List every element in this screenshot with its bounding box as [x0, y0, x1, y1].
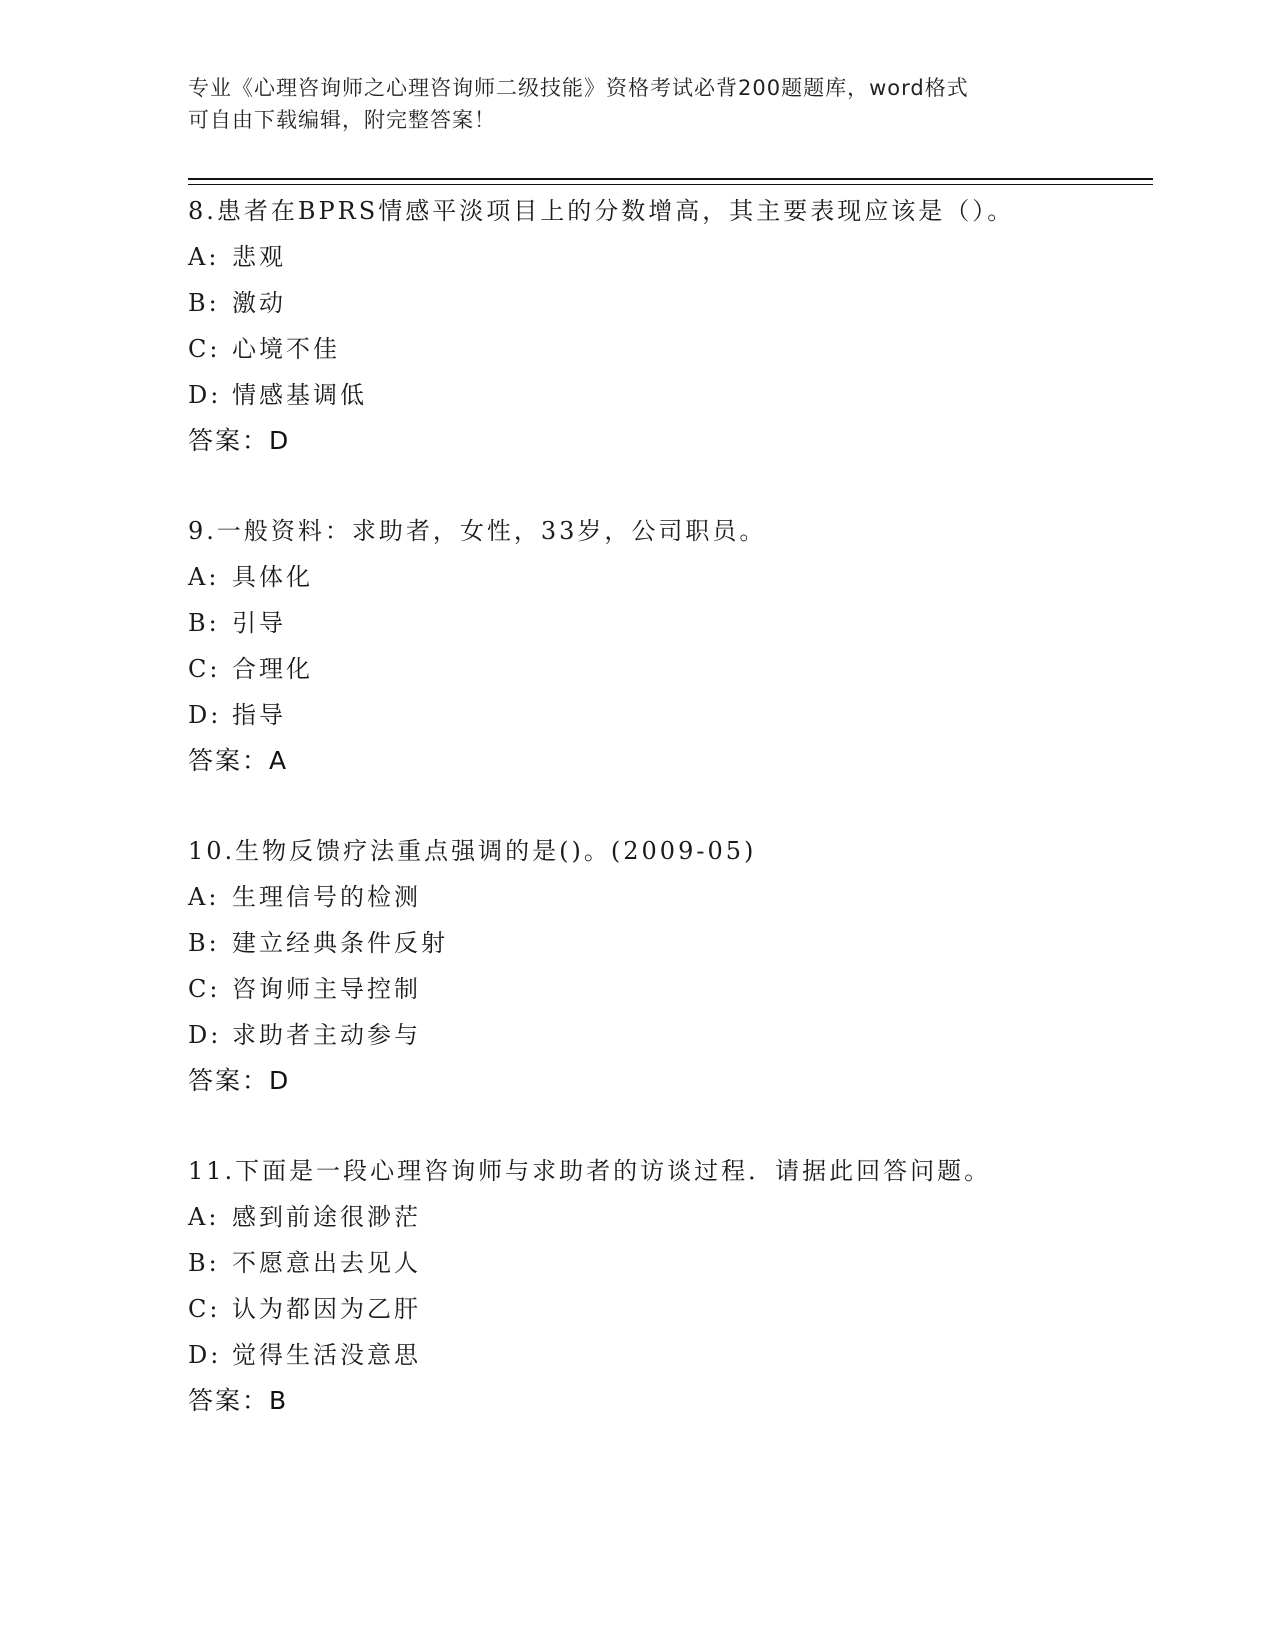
- option-text: 觉得生活没意思: [232, 1341, 421, 1369]
- answer-line: 答案：A: [188, 746, 289, 775]
- option-letter: C:: [188, 1295, 221, 1323]
- answer-line: 答案：B: [188, 1386, 289, 1415]
- option-a: [188, 234, 1153, 280]
- question-text: 10.生物反馈疗法重点强调的是()。(2009-05): [188, 837, 757, 865]
- option-letter: D:: [188, 1021, 222, 1049]
- option-a: [188, 554, 1153, 600]
- option-text: 激动: [232, 289, 286, 317]
- option-text: 感到前途很渺茫: [232, 1203, 421, 1231]
- option-letter: D:: [188, 701, 222, 729]
- question-11: [188, 1148, 1153, 1424]
- option-letter: B:: [188, 1249, 220, 1277]
- option-letter: D:: [188, 1341, 222, 1369]
- option-text: 咨询师主导控制: [232, 975, 421, 1003]
- header-line-1: 专业《心理咨询师之心理咨询师二级技能》资格考试必背200题题库，word格式: [188, 76, 969, 100]
- option-letter: D:: [188, 381, 222, 409]
- question-text: 11.下面是一段心理咨询师与求助者的访谈过程．请据此回答问题。: [188, 1157, 992, 1185]
- option-text: 不愿意出去见人: [232, 1249, 421, 1277]
- option-text: 具体化: [232, 563, 313, 591]
- option-a: [188, 1194, 1153, 1240]
- option-b: [188, 600, 1153, 646]
- option-text: 指导: [232, 701, 286, 729]
- header-divider-bottom: [188, 184, 1153, 185]
- header-divider-top: [188, 178, 1153, 180]
- option-d: [188, 1012, 1153, 1058]
- document-header: [188, 72, 1088, 136]
- option-b: [188, 1240, 1153, 1286]
- option-text: 生理信号的检测: [232, 883, 421, 911]
- option-letter: C:: [188, 975, 221, 1003]
- option-letter: C:: [188, 335, 221, 363]
- option-letter: B:: [188, 609, 220, 637]
- option-text: 建立经典条件反射: [232, 929, 448, 957]
- option-text: 认为都因为乙肝: [232, 1295, 421, 1323]
- option-letter: A:: [188, 563, 220, 591]
- option-text: 求助者主动参与: [232, 1021, 421, 1049]
- option-a: [188, 874, 1153, 920]
- option-letter: B:: [188, 929, 220, 957]
- option-text: 情感基调低: [232, 381, 367, 409]
- option-letter: B:: [188, 289, 220, 317]
- option-text: 心境不佳: [232, 335, 340, 363]
- answer-line: 答案：D: [188, 1066, 291, 1095]
- question-10: [188, 828, 1153, 1104]
- question-8: [188, 188, 1153, 464]
- question-text: 9.一般资料：求助者，女性，33岁，公司职员。: [188, 517, 767, 545]
- option-letter: A:: [188, 883, 220, 911]
- option-c: [188, 646, 1153, 692]
- option-letter: A:: [188, 243, 220, 271]
- option-c: [188, 1286, 1153, 1332]
- option-letter: C:: [188, 655, 221, 683]
- option-c: [188, 966, 1153, 1012]
- option-b: [188, 920, 1153, 966]
- question-text: 8.患者在BPRS情感平淡项目上的分数增高，其主要表现应该是（）。: [188, 197, 1015, 225]
- question-list: [188, 188, 1153, 1468]
- question-9: [188, 508, 1153, 784]
- answer-line: 答案：D: [188, 426, 291, 455]
- header-line-2: 可自由下载编辑，附完整答案！: [188, 108, 496, 132]
- option-text: 悲观: [232, 243, 286, 271]
- option-c: [188, 326, 1153, 372]
- option-d: [188, 372, 1153, 418]
- option-letter: A:: [188, 1203, 220, 1231]
- option-d: [188, 692, 1153, 738]
- option-text: 合理化: [232, 655, 313, 683]
- option-b: [188, 280, 1153, 326]
- option-text: 引导: [232, 609, 286, 637]
- option-d: [188, 1332, 1153, 1378]
